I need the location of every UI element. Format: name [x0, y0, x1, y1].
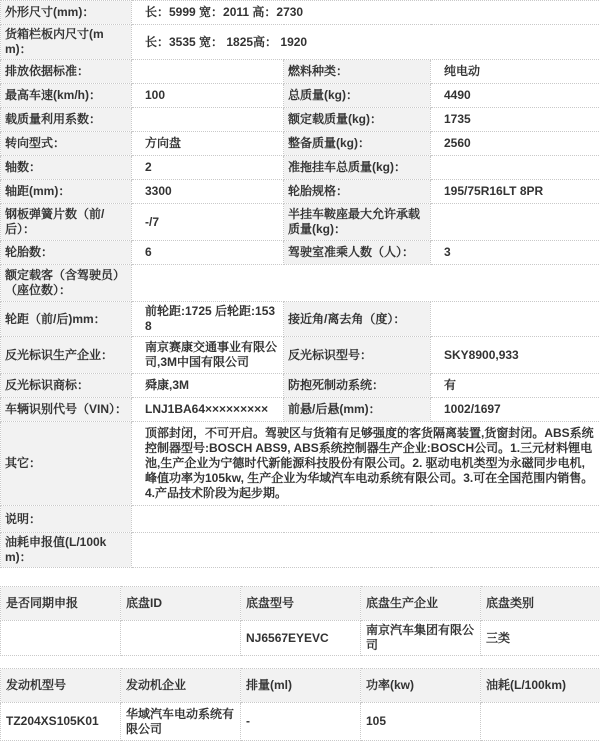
spec-label-cell: 前悬/后悬(mm)：	[284, 398, 431, 422]
spec-value-cell	[132, 108, 284, 132]
spec-row	[1, 132, 600, 156]
spec-row	[1, 302, 600, 337]
spec-row	[1, 156, 600, 180]
spec-label-cell: 轴数：	[1, 156, 132, 180]
spec-value-cell: 纯电动	[431, 60, 600, 84]
spec-label-cell: 半挂车鞍座最大允许承载质量(kg)：	[284, 204, 431, 241]
spec-label-cell: 防抱死制动系统：	[284, 374, 431, 398]
spec-value-cell: 3	[431, 241, 600, 265]
spec-value-cell	[132, 265, 600, 302]
spec-value-cell: 长：5999 宽：2011 高：2730	[132, 1, 600, 25]
spec-label-cell: 准拖挂车总质量(kg)：	[284, 156, 431, 180]
spec-label-cell: 额定载客（含驾驶员）（座位数）：	[1, 265, 132, 302]
engine-header-cell: 油耗(L/100km)	[481, 669, 600, 703]
spec-label-cell: 油耗申报值(L/100km)：	[1, 533, 132, 568]
spec-label-cell: 轴距(mm)：	[1, 180, 132, 204]
chassis-header-cell: 底盘生产企业	[361, 587, 481, 621]
spec-label-cell: 排放依据标准：	[1, 60, 132, 84]
chassis-data-cell: 三类	[481, 621, 600, 656]
spec-value-cell: 1002/1697	[431, 398, 600, 422]
spec-value-cell: 长：3535 宽： 1825高： 1920	[132, 25, 600, 60]
spec-value-cell: 前轮距:1725 后轮距:1538	[132, 302, 284, 337]
spec-label-cell: 反光标识商标：	[1, 374, 132, 398]
spec-value-cell: 3300	[132, 180, 284, 204]
spec-row	[1, 84, 600, 108]
chassis-data-cell	[121, 621, 241, 656]
spec-label-cell: 最高车速(km/h)：	[1, 84, 132, 108]
chassis-data-cell: 南京汽车集团有限公司	[361, 621, 481, 656]
chassis-header-cell: 底盘ID	[121, 587, 241, 621]
spec-label-cell: 轮胎规格：	[284, 180, 431, 204]
spec-row-other	[1, 422, 600, 506]
spec-value-cell: 南京赛康交通事业有限公司,3M中国有限公司	[132, 337, 284, 374]
chassis-header-cell: 底盘型号	[241, 587, 361, 621]
engine-data-cell: 华域汽车电动系统有限公司	[121, 703, 241, 741]
table-gap	[0, 656, 600, 668]
spec-row	[1, 506, 600, 533]
spec-value-cell: 1735	[431, 108, 600, 132]
spec-other-text: 顶部封闭，不可开启。驾驶区与货箱有足够强度的客货隔离装置,货窗封闭。ABS系统控制器型号:BOSCH ABS9, ABS系统控制器生产企业:BOSCH公司。1.三元材料锂电池,生产企业为宁德时代新能源科技股份有限公司。2. 驱动电机类型为永磁同步电机,峰值功率为105kw, 生产企业为华域汽车电动系统有限公司。3.可在全国范围内销售。4.产品技术阶段为起步期。	[132, 422, 600, 506]
spec-row	[1, 204, 600, 241]
chassis-header-cell: 底盘类别	[481, 587, 600, 621]
spec-value-cell: -/7	[132, 204, 284, 241]
engine-data-cell: 105	[361, 703, 481, 741]
spec-label-cell: 反光标识型号：	[284, 337, 431, 374]
engine-data-row	[1, 703, 600, 741]
spec-label-cell: 燃料种类：	[284, 60, 431, 84]
spec-value-cell: 100	[132, 84, 284, 108]
spec-label-cell: 总质量(kg)：	[284, 84, 431, 108]
spec-label-cell: 轮距（前/后)mm：	[1, 302, 132, 337]
chassis-data-cell: NJ6567EYEVC	[241, 621, 361, 656]
spec-row	[1, 265, 600, 302]
spec-row	[1, 25, 600, 60]
spec-label-cell: 钢板弹簧片数（前/后）：	[1, 204, 132, 241]
spec-label-cell: 其它：	[1, 422, 132, 506]
spec-value-cell	[431, 204, 600, 241]
spec-value-cell	[431, 302, 600, 337]
spec-label-cell: 载质量利用系数：	[1, 108, 132, 132]
spec-label-cell: 外形尺寸(mm)：	[1, 1, 132, 25]
table-gap	[0, 568, 600, 586]
spec-label-cell: 整备质量(kg)：	[284, 132, 431, 156]
engine-header-cell: 发动机企业	[121, 669, 241, 703]
spec-row	[1, 180, 600, 204]
spec-value-cell: 4490	[431, 84, 600, 108]
spec-value-cell	[132, 533, 600, 568]
spec-value-cell	[431, 156, 600, 180]
spec-label-cell: 额定载质量(kg)：	[284, 108, 431, 132]
spec-label-cell: 驾驶室准乘人数（人）：	[284, 241, 431, 265]
spec-row	[1, 60, 600, 84]
spec-label-cell: 轮胎数：	[1, 241, 132, 265]
spec-row	[1, 1, 600, 25]
spec-label-cell: 反光标识生产企业：	[1, 337, 132, 374]
spec-label-cell: 货箱栏板内尺寸(mm)：	[1, 25, 132, 60]
spec-value-cell: 方向盘	[132, 132, 284, 156]
spec-label-cell: 说明：	[1, 506, 132, 533]
engine-header-cell: 发动机型号	[1, 669, 121, 703]
spec-row	[1, 533, 600, 568]
engine-data-cell: -	[241, 703, 361, 741]
engine-header-row	[1, 669, 600, 703]
engine-header-cell: 排量(ml)	[241, 669, 361, 703]
spec-value-cell: 195/75R16LT 8PR	[431, 180, 600, 204]
chassis-header-row	[1, 587, 600, 621]
spec-value-cell: 舜康,3M	[132, 374, 284, 398]
spec-value-cell: 6	[132, 241, 284, 265]
spec-value-cell: LNJ1BA64×××××××××	[132, 398, 284, 422]
spec-value-cell: 有	[431, 374, 600, 398]
chassis-data-row	[1, 621, 600, 656]
spec-row	[1, 108, 600, 132]
engine-data-cell: TZ204XS105K01	[1, 703, 121, 741]
engine-header-cell: 功率(kw)	[361, 669, 481, 703]
spec-label-cell: 转向型式：	[1, 132, 132, 156]
spec-value-cell: 2560	[431, 132, 600, 156]
spec-label-cell: 车辆识别代号（VIN）：	[1, 398, 132, 422]
spec-value-cell	[132, 60, 284, 84]
chassis-data-cell	[1, 621, 121, 656]
engine-table	[0, 668, 600, 741]
spec-value-cell	[132, 506, 600, 533]
chassis-header-cell: 是否同期申报	[1, 587, 121, 621]
spec-row	[1, 398, 600, 422]
spec-value-cell: SKY8900,933	[431, 337, 600, 374]
spec-label-cell: 接近角/离去角（度）：	[284, 302, 431, 337]
spec-row	[1, 337, 600, 374]
spec-value-cell: 2	[132, 156, 284, 180]
chassis-table	[0, 586, 600, 656]
spec-row	[1, 241, 600, 265]
engine-data-cell	[481, 703, 600, 741]
spec-row	[1, 374, 600, 398]
